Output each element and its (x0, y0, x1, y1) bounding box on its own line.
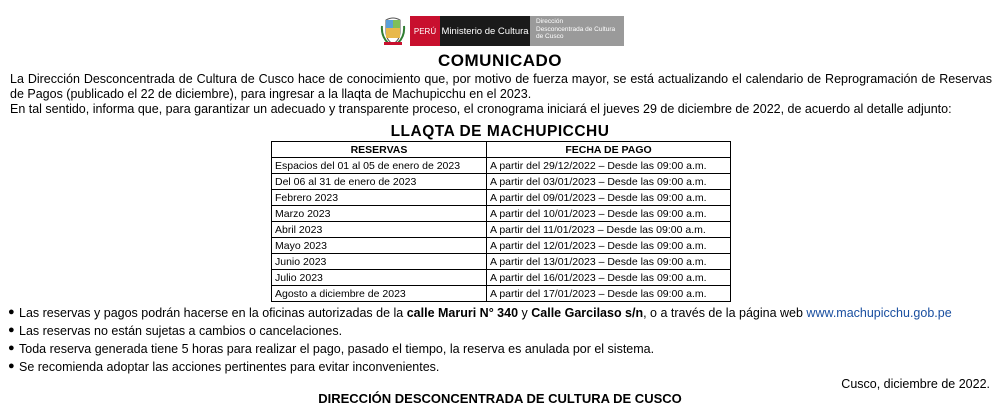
bullet-icon: ● (8, 360, 15, 372)
list-item (8, 323, 998, 341)
table-row (272, 254, 731, 270)
note-text-part: Las reservas y pagos podrán hacerse en la oficinas autorizadas de la (19, 306, 407, 320)
reservation-period-cell: Mayo 2023 (272, 238, 487, 254)
note-text-part: , o a través de la página web (643, 306, 807, 320)
payment-date-cell: A partir del 12/01/2023 – Desde las 09:00 a.m. (487, 238, 731, 254)
column-header-fecha: FECHA DE PAGO (487, 142, 731, 158)
reservation-period-cell: Abril 2023 (272, 222, 487, 238)
list-item (8, 359, 998, 377)
logo-ministry-label: Ministerio de Cultura (440, 16, 530, 46)
column-header-reservas: RESERVAS (272, 142, 487, 158)
table-title: LLAQTA DE MACHUPICCHU (390, 123, 610, 140)
logo-direction-line: de Cusco (536, 33, 564, 40)
logo-direction-line: Dirección (536, 18, 564, 25)
table-row (272, 190, 731, 206)
list-item (8, 305, 998, 323)
document-title: COMUNICADO (438, 51, 562, 70)
note-text: Las reservas no están sujetas a cambios o cancelaciones. (19, 324, 343, 338)
intro-paragraph: En tal sentido, informa que, para garantizar un adecuado y transparente proceso, el cronograma iniciará el jueves 29 de diciembre de 2022, de acuerdo al detalle adjunto: (10, 102, 952, 116)
address-garcilaso: Calle Garcilaso s/n (531, 306, 644, 320)
logo-direction-label (530, 16, 624, 46)
reservation-period-cell: Junio 2023 (272, 254, 487, 270)
table-row (272, 286, 731, 302)
coat-of-arms-icon (380, 16, 406, 46)
bullet-icon: ● (8, 324, 15, 336)
payment-date-cell: A partir del 09/01/2023 – Desde las 09:00 a.m. (487, 190, 731, 206)
table-row (272, 158, 731, 174)
signoff-date: Cusco, diciembre de 2022. (841, 377, 990, 391)
table-row (272, 174, 731, 190)
payment-date-cell: A partir del 13/01/2023 – Desde las 09:00 a.m. (487, 254, 731, 270)
ministry-logo (380, 16, 626, 46)
list-item (8, 341, 998, 359)
table-row (272, 238, 731, 254)
payment-date-cell: A partir del 16/01/2023 – Desde las 09:00 a.m. (487, 270, 731, 286)
reservation-period-cell: Del 06 al 31 de enero de 2023 (272, 174, 487, 190)
logo-direction-line: Desconcentrada de Cultura (536, 25, 616, 33)
payment-date-cell: A partir del 17/01/2023 – Desde las 09:00 a.m. (487, 286, 731, 302)
reservation-period-cell: Julio 2023 (272, 270, 487, 286)
table-row (272, 222, 731, 238)
intro-paragraph: La Dirección Desconcentrada de Cultura de Cusco hace de conocimiento que, por motivo de fuerza mayor, se está actualizando el calendario de Reprogramación de Reservas de Pagos (publicado el 22 de diciembre), para ingresar a la llaqta de Machupicchu en el 2023. (10, 72, 992, 101)
payment-date-cell: A partir del 29/12/2022 – Desde las 09:00 a.m. (487, 158, 731, 174)
note-text (19, 305, 952, 321)
notes-list (8, 305, 998, 377)
reservation-period-cell: Febrero 2023 (272, 190, 487, 206)
reservation-period-cell: Espacios del 01 al 05 de enero de 2023 (272, 158, 487, 174)
logo-country-label: PERÚ (410, 16, 440, 46)
note-text: Se recomienda adoptar las acciones pertinentes para evitar inconvenientes. (19, 360, 440, 374)
note-text-part: y (518, 306, 532, 320)
intro-text (10, 72, 992, 117)
table-row (272, 270, 731, 286)
signoff-organization: DIRECCIÓN DESCONCENTRADA DE CULTURA DE CUSCO (318, 391, 682, 406)
payment-date-cell: A partir del 03/01/2023 – Desde las 09:00 a.m. (487, 174, 731, 190)
website-link[interactable]: www.machupicchu.gob.pe (806, 306, 952, 320)
payment-date-cell: A partir del 11/01/2023 – Desde las 09:00 a.m. (487, 222, 731, 238)
table-header-row (272, 142, 731, 158)
payment-schedule-table (271, 141, 731, 302)
bullet-icon: ● (8, 306, 15, 318)
payment-date-cell: A partir del 10/01/2023 – Desde las 09:00 a.m. (487, 206, 731, 222)
table-row (272, 206, 731, 222)
note-text: Toda reserva generada tiene 5 horas para realizar el pago, pasado el tiempo, la reserva es anulada por el sistema. (19, 342, 655, 356)
bullet-icon: ● (8, 342, 15, 354)
address-maruri: calle Maruri N° 340 (406, 306, 519, 320)
reservation-period-cell: Marzo 2023 (272, 206, 487, 222)
reservation-period-cell: Agosto a diciembre de 2023 (272, 286, 487, 302)
